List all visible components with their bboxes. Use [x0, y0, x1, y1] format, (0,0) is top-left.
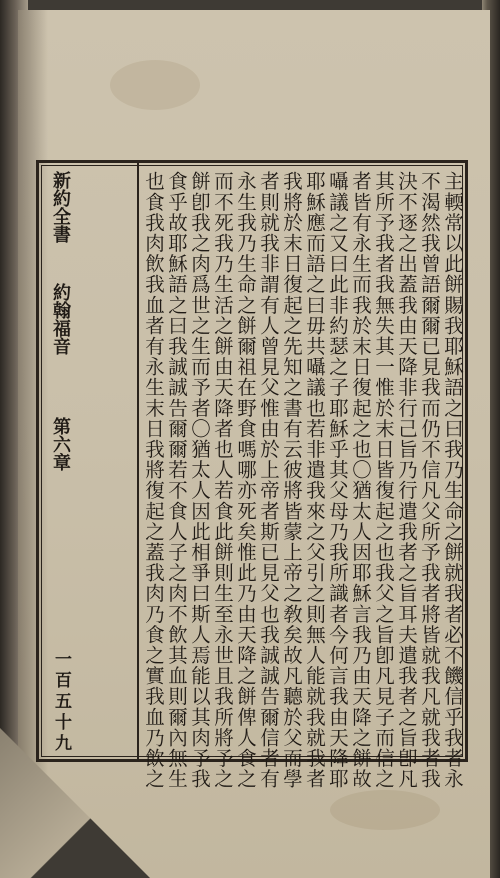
text-column-1: 主輭常以此餅賜我耶穌語之曰我乃生命之餅就我者必不饑信乎我者永 [441, 171, 464, 789]
paper-stain [110, 60, 200, 110]
chapter-label: 第六章 [50, 417, 71, 471]
page-number: 一百五十九 [51, 650, 71, 755]
book-title: 新約全書 [50, 171, 71, 243]
text-column-7: 耶穌應而語之曰毋共囁議也若非遣我來之父引之則無人能就我就我者 [303, 171, 326, 789]
text-column-13: 食乎故耶穌語之曰我誠誠告爾爾若不食人子之肉不飲其血則爾內無生 [165, 171, 188, 789]
text-column-12: 餅卽我之肉爲世之生而予者〇猶太人因此相爭曰斯人焉能以其肉予我 [188, 171, 211, 789]
paper-stain [330, 790, 440, 830]
text-column-4: 其所予我者我無失其一惟於末日皆復起之也我父之旨卽凡見子而信之 [372, 171, 395, 789]
text-column-10: 永生我乃生命之餅爾祖在野食嗎哪亦死矣惟此乃由天降之餅俾人食之 [234, 171, 257, 789]
text-column-8: 我將於末日復起之先知之書有云彼將皆蒙上帝之敎矣故凡聽於父而學 [280, 171, 303, 789]
text-column-2: 不渴然我曾語爾爾已見我而仍不信凡父所予我者將皆就我凡就我者我 [418, 171, 441, 789]
text-column-5: 者皆有永生而我於末日復起之也〇猶太人因耶穌言我乃由天降之餅故 [349, 171, 372, 789]
text-column-3: 決不逐之出蓋我由天降非行己旨乃行遣我者之旨耳夫遣我者之旨卽凡 [395, 171, 418, 789]
text-column-9: 者則就我非謂有人曾見父惟由於上帝者斯已見父也我誠誠告爾信者有 [257, 171, 280, 789]
text-frame [36, 160, 468, 789]
text-column-11: 而不死我乃生活之餅由天降者也人若食此餅則生至永世且我所將予之 [211, 171, 234, 789]
text-column-14: 也食我肉飲我血者有永生末日我將復起之蓋我肉乃食之實我血乃飲之 [142, 171, 165, 789]
text-column-6: 囁議之又曰此非約瑟之子耶穌乎其父母乃我所識者今何言我由天降耶 [326, 171, 349, 789]
gospel-title: 約翰福音 [50, 283, 71, 355]
header-column-rule [137, 163, 139, 759]
